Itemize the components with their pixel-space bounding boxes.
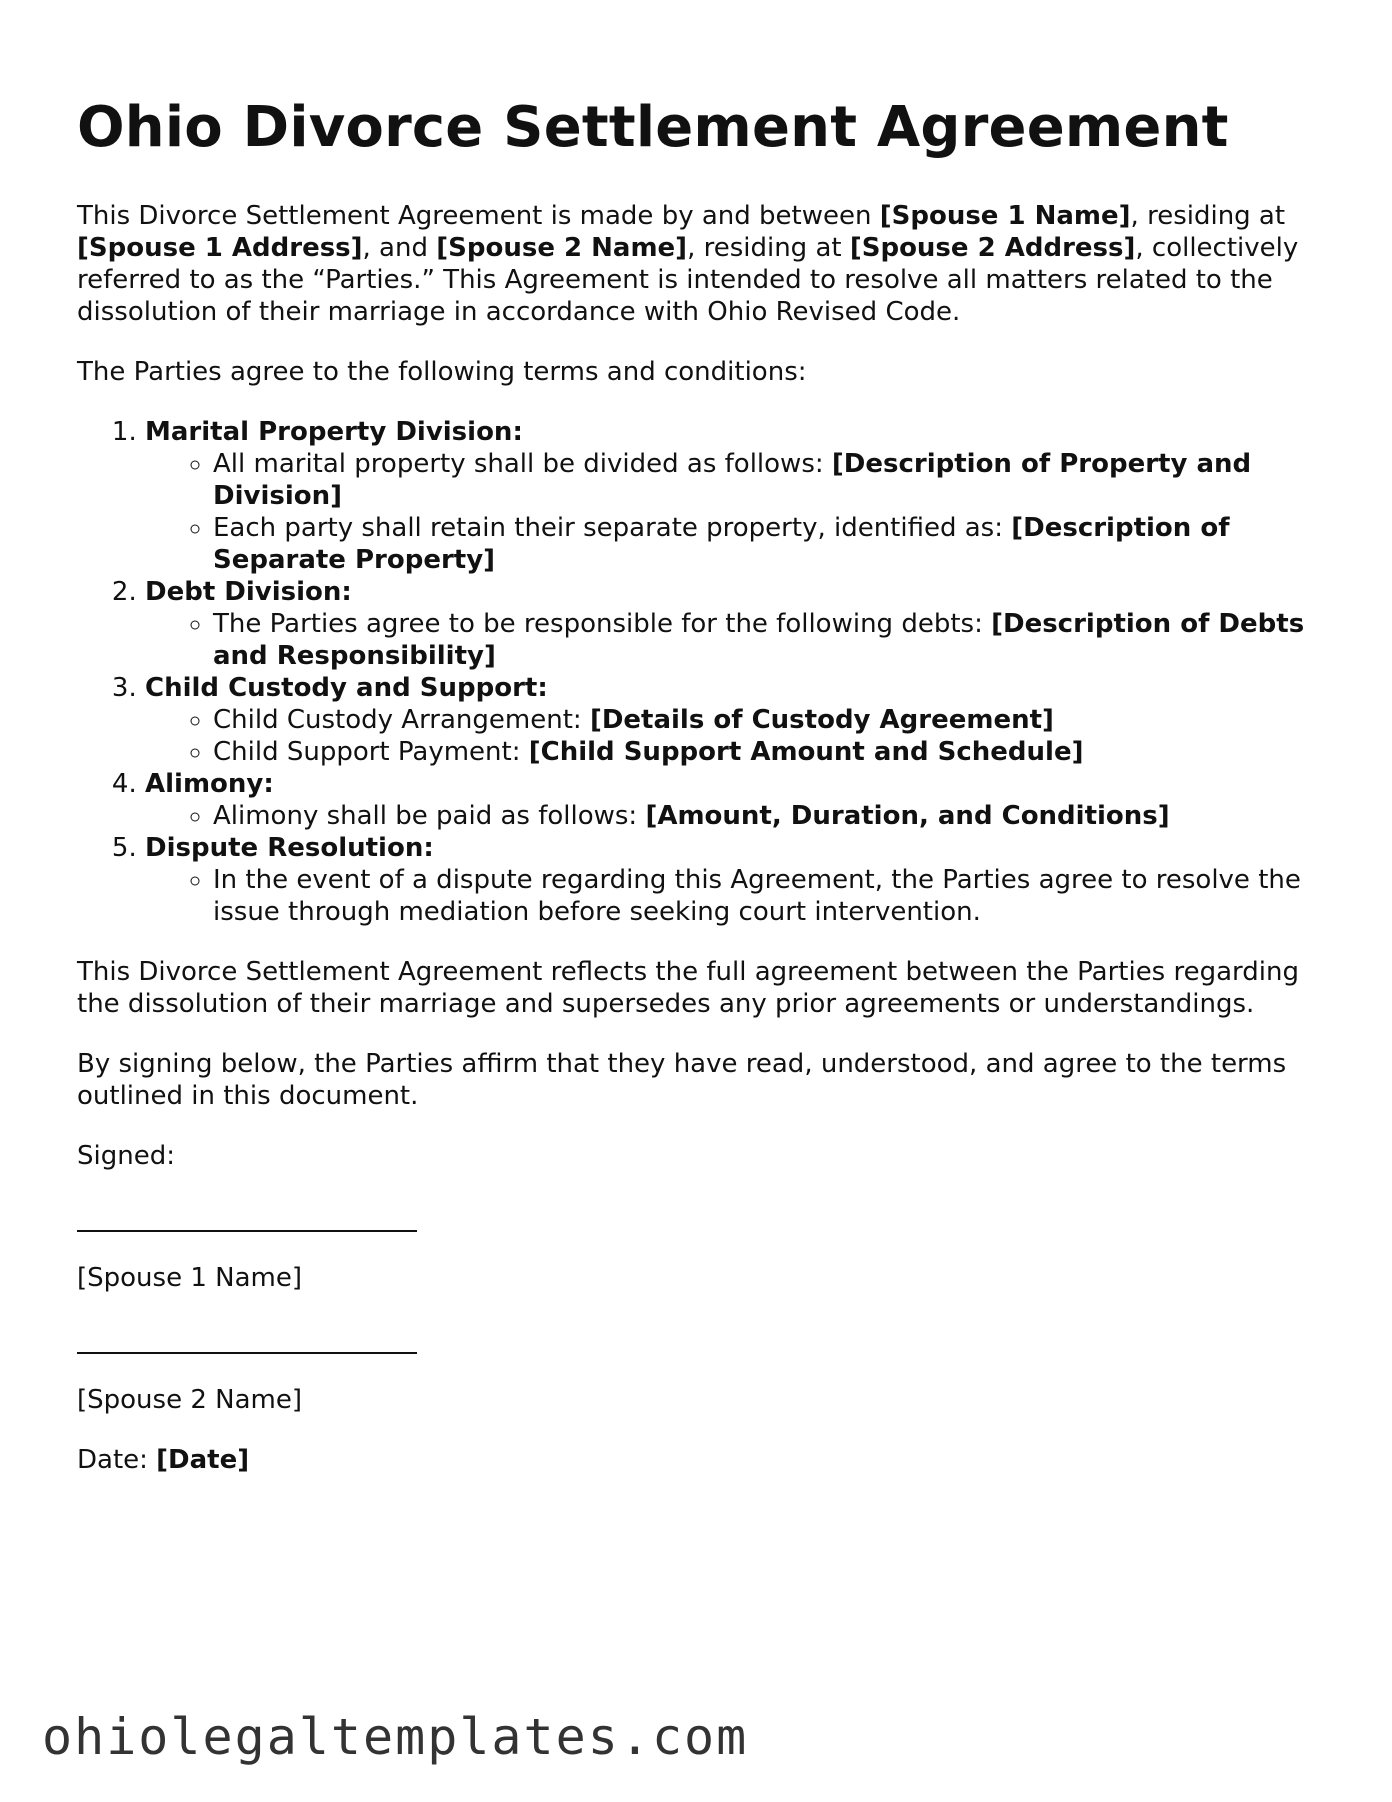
term-heading: Child Custody and Support:: [145, 673, 548, 704]
term-heading: Alimony:: [145, 769, 274, 800]
term-subitem: [213, 864, 1317, 928]
term-item: [145, 576, 1317, 672]
intro-text: , residing at: [1130, 201, 1286, 232]
term-subitem: [213, 512, 1317, 576]
closing-paragraph: This Divorce Settlement Agreement reflects the full agreement between the Parties regarding the dissolution of their marriage and supersedes any prior agreements or understandings.: [77, 957, 1299, 1020]
document-title: Ohio Divorce Settlement Agreement: [77, 95, 1229, 160]
signature1-name: [Spouse 1 Name]: [77, 1263, 302, 1294]
subitem-placeholder: [Amount, Duration, and Conditions]: [645, 801, 1170, 832]
spouse2-name-placeholder: [Spouse 2 Name]: [436, 233, 688, 264]
subitem-text: Child Support Payment:: [213, 737, 529, 768]
spouse2-address-placeholder: [Spouse 2 Address]: [849, 233, 1136, 264]
signature-line-1[interactable]: [77, 1230, 417, 1232]
term-subitems: [145, 864, 1317, 928]
intro-text: , and: [362, 233, 437, 264]
subitem-text: All marital property shall be divided as follows:: [213, 449, 832, 480]
signature2-name: [Spouse 2 Name]: [77, 1385, 302, 1416]
date-line: [77, 1444, 1317, 1476]
date-placeholder: [Date]: [156, 1445, 250, 1476]
terms-list: [77, 416, 1317, 928]
intro-paragraph: [77, 200, 1317, 328]
subitem-text: In the event of a dispute regarding this Agreement, the Parties agree to resolve the issue through mediation before seeking court intervention.: [213, 865, 1301, 928]
subitem-placeholder: [Details of Custody Agreement]: [589, 705, 1054, 736]
term-item: [145, 832, 1317, 928]
spouse1-address-placeholder: [Spouse 1 Address]: [77, 233, 363, 264]
term-heading: Marital Property Division:: [145, 417, 523, 448]
term-subitem: [213, 448, 1317, 512]
date-label: Date:: [77, 1445, 157, 1476]
term-subitems: [145, 800, 1317, 832]
subitem-placeholder: [Description of Debts and Responsibility]: [213, 609, 1305, 672]
subitem-text: Each party shall retain their separate property, identified as:: [213, 513, 1012, 544]
subitem-placeholder: [Child Support Amount and Schedule]: [528, 737, 1084, 768]
intro-text: , collectively referred to as the “Parties.” This Agreement is intended to resolve all matters related to the dissolution of their marriage in accordance with Ohio Revised Code.: [77, 233, 1299, 328]
term-subitem: [213, 800, 1317, 832]
term-subitems: [145, 448, 1317, 576]
intro-text: , residing at: [687, 233, 850, 264]
affirmation-paragraph: By signing below, the Parties affirm that they have read, understood, and agree to the terms outlined in this document.: [77, 1049, 1287, 1112]
term-subitems: [145, 704, 1317, 768]
term-item: [145, 416, 1317, 576]
term-item: [145, 768, 1317, 832]
term-subitem: [213, 608, 1317, 672]
term-heading: Dispute Resolution:: [145, 833, 434, 864]
subitem-placeholder: [Description of Separate Property]: [213, 513, 1230, 576]
term-subitems: [145, 608, 1317, 672]
term-heading: Debt Division:: [145, 577, 352, 608]
term-item: [145, 672, 1317, 768]
subitem-text: The Parties agree to be responsible for the following debts:: [213, 609, 992, 640]
term-subitem: [213, 704, 1317, 736]
intro-text: This Divorce Settlement Agreement is made by and between: [77, 201, 880, 232]
spouse1-name-placeholder: [Spouse 1 Name]: [879, 201, 1131, 232]
signed-label: Signed:: [77, 1141, 175, 1172]
subitem-text: Alimony shall be paid as follows:: [213, 801, 646, 832]
terms-intro: The Parties agree to the following terms and conditions:: [77, 357, 807, 388]
subitem-text: Child Custody Arrangement:: [213, 705, 590, 736]
footer-watermark: ohiolegaltemplates.com: [42, 1708, 749, 1766]
document-page: [77, 96, 1317, 1504]
subitem-placeholder: [Description of Property and Division]: [213, 449, 1252, 512]
term-subitem: [213, 736, 1317, 768]
signature-line-2[interactable]: [77, 1352, 417, 1354]
